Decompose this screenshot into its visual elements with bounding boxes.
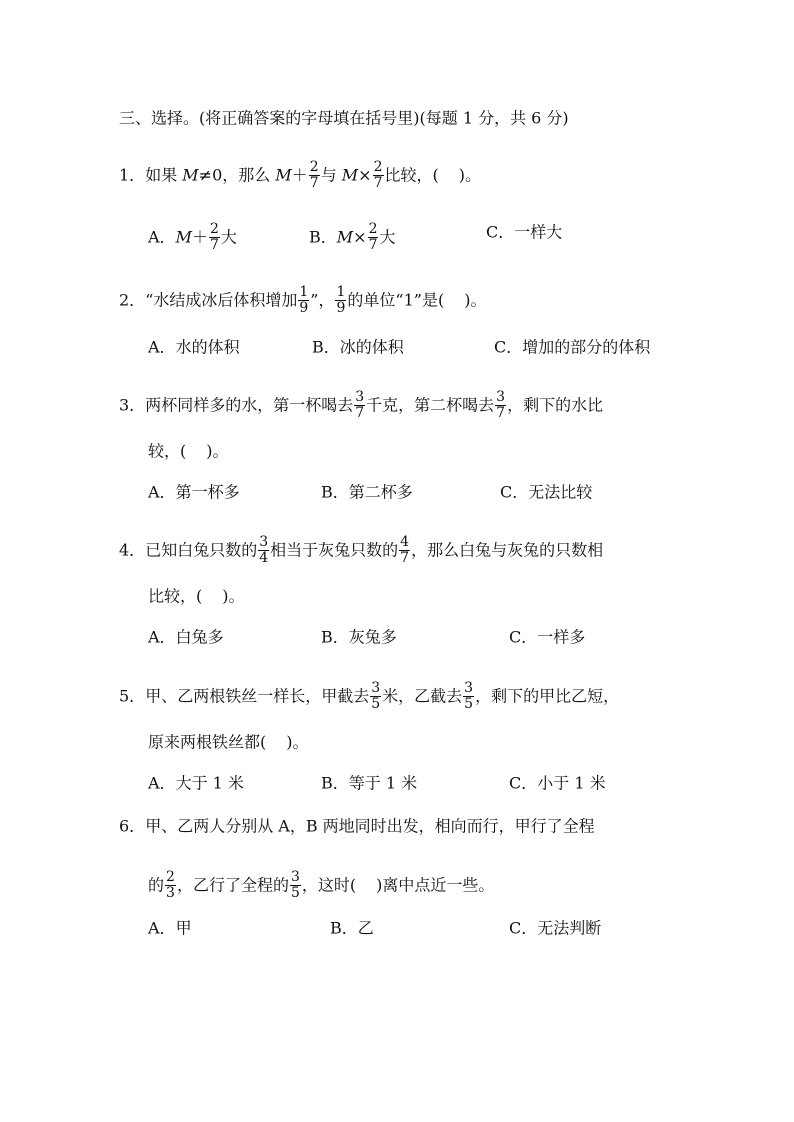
fraction-denominator: 4 <box>259 550 269 566</box>
option-text: 第二杯多 <box>348 482 413 502</box>
fraction-denominator: 5 <box>290 885 300 901</box>
option-letter: A． <box>148 773 176 793</box>
option-letter: B． <box>312 337 340 357</box>
option-letter: A． <box>148 918 176 938</box>
option-fraction <box>368 222 379 253</box>
question-3-line-2 <box>148 441 229 462</box>
option-text: 等于 1 米 <box>348 773 418 793</box>
q6-option-b[interactable] <box>330 918 374 939</box>
q2-fraction <box>335 285 346 316</box>
fraction-denominator: 7 <box>496 405 506 421</box>
option-op: ＋ <box>191 227 208 247</box>
option-letter: B． <box>330 918 358 938</box>
q6-text: ，这时( <box>301 875 357 895</box>
option-text: 一样多 <box>537 627 586 647</box>
option-text: 大 <box>379 227 396 247</box>
option-letter: C． <box>509 627 538 647</box>
option-letter: B． <box>309 227 337 247</box>
option-op: × <box>353 227 367 247</box>
option-text: 无法判断 <box>537 918 602 938</box>
option-letter: A． <box>148 227 176 247</box>
q2-number: 2． <box>119 290 146 310</box>
q5-text: 米，乙截去 <box>382 686 463 706</box>
option-letter: A． <box>148 337 176 357</box>
q3-fraction <box>354 390 365 421</box>
q1-fraction <box>309 160 320 191</box>
q6-fraction <box>165 870 176 901</box>
q6-text: 的 <box>148 875 165 895</box>
q4-option-a[interactable] <box>148 627 224 648</box>
q5-option-b[interactable] <box>321 773 417 794</box>
q4-text: 已知白兔只数的 <box>145 540 258 560</box>
option-text: 水的体积 <box>175 337 240 357</box>
option-text: 甲 <box>175 918 192 938</box>
q5-text: 原来两根铁丝都( <box>148 732 267 752</box>
q1-option-c[interactable] <box>486 222 562 243</box>
q5-option-c[interactable] <box>509 773 606 794</box>
fraction-denominator: 5 <box>464 696 474 712</box>
section-title <box>119 108 569 129</box>
option-letter: A． <box>148 482 176 502</box>
fraction-numerator: 2 <box>373 159 383 175</box>
q2-fraction <box>298 285 309 316</box>
option-text: 灰兔多 <box>348 627 397 647</box>
fraction-denominator: 7 <box>373 175 383 191</box>
option-text: 冰的体积 <box>339 337 404 357</box>
option-letter: C． <box>500 482 529 502</box>
q2-text: )。 <box>464 290 487 310</box>
q3-text: ，剩下的水比 <box>507 395 604 415</box>
q2-option-a[interactable] <box>148 337 240 358</box>
option-letter: B． <box>321 773 349 793</box>
option-text: 一样大 <box>514 222 563 242</box>
q3-option-a[interactable] <box>148 482 240 503</box>
q1-text: 比较，( <box>384 165 439 185</box>
question-4 <box>119 535 603 566</box>
q4-text: )。 <box>222 586 245 606</box>
q4-fraction <box>258 535 269 566</box>
q2-option-c[interactable] <box>494 337 650 358</box>
q5-fraction <box>463 681 474 712</box>
fraction-denominator: 9 <box>336 300 346 316</box>
q2-option-b[interactable] <box>312 337 404 358</box>
option-var: M <box>175 227 192 247</box>
q2-text: 的单位“1”是( <box>347 290 445 310</box>
q6-fraction <box>290 870 301 901</box>
q3-text: )。 <box>206 441 229 461</box>
option-letter: C． <box>509 918 538 938</box>
option-text: 大于 1 米 <box>175 773 244 793</box>
q4-fraction <box>399 535 410 566</box>
fraction-numerator: 3 <box>259 534 269 550</box>
q1-var: M <box>341 165 359 185</box>
fraction-denominator: 7 <box>368 237 378 253</box>
q2-text: “水结成冰后体积增加 <box>145 290 298 310</box>
fraction-numerator: 2 <box>166 869 175 885</box>
q5-text: )。 <box>286 732 309 752</box>
q3-text: 较，( <box>148 441 187 461</box>
q3-fraction <box>495 390 506 421</box>
q5-number: 5． <box>119 686 146 706</box>
question-6-line-2 <box>148 870 494 901</box>
question-2 <box>119 285 486 316</box>
fraction-numerator: 2 <box>309 159 319 175</box>
q4-text: 比较，( <box>148 586 203 606</box>
fraction-numerator: 3 <box>371 680 381 696</box>
fraction-denominator: 5 <box>371 696 381 712</box>
q4-option-c[interactable] <box>509 627 585 648</box>
fraction-numerator: 1 <box>299 284 309 300</box>
q6-option-a[interactable] <box>148 918 192 939</box>
option-letter: B． <box>321 482 349 502</box>
q1-text: )。 <box>458 165 481 185</box>
option-letter: C． <box>494 337 523 357</box>
question-1 <box>119 160 481 191</box>
option-fraction <box>209 222 220 253</box>
q4-option-b[interactable] <box>321 627 397 648</box>
fraction-denominator: 3 <box>166 885 175 901</box>
q1-option-b[interactable] <box>309 222 396 253</box>
q3-text: 千克，第二杯喝去 <box>366 395 495 415</box>
fraction-numerator: 2 <box>209 221 219 237</box>
option-letter: C． <box>509 773 538 793</box>
fraction-numerator: 3 <box>464 680 474 696</box>
q5-text: 甲、乙两根铁丝一样长，甲截去 <box>145 686 370 706</box>
q5-option-a[interactable] <box>148 773 244 794</box>
q5-text: ，剩下的甲比乙短， <box>475 686 620 706</box>
fraction-numerator: 1 <box>336 284 346 300</box>
fraction-numerator: 2 <box>368 221 378 237</box>
q4-text: ，那么白兔与灰兔的只数相 <box>411 540 604 560</box>
q2-text: ”， <box>310 290 335 310</box>
option-letter: C． <box>486 222 515 242</box>
question-6 <box>119 816 595 837</box>
q3-option-b[interactable] <box>321 482 413 503</box>
q1-op: ＋ <box>291 165 308 185</box>
option-text: 大 <box>220 227 237 247</box>
q1-var: M <box>275 165 292 185</box>
fraction-denominator: 7 <box>400 550 410 566</box>
option-text: 白兔多 <box>175 627 224 647</box>
q4-text: 相当于灰兔只数的 <box>270 540 399 560</box>
q1-var: M <box>182 165 199 185</box>
option-letter: B． <box>321 627 349 647</box>
q6-text: 甲、乙两人分别从 A，B 两地同时出发，相向而行，甲行了全程 <box>145 816 595 836</box>
fraction-denominator: 9 <box>299 300 309 316</box>
q1-text: 与 <box>320 165 342 185</box>
q1-op: × <box>358 165 372 185</box>
question-3 <box>119 390 603 421</box>
option-text: 无法比较 <box>528 482 593 502</box>
fraction-denominator: 7 <box>309 175 319 191</box>
q6-option-c[interactable] <box>509 918 601 939</box>
question-5 <box>119 681 619 712</box>
q1-number: 1． <box>119 165 146 185</box>
q6-text: )离中点近一些。 <box>376 875 495 895</box>
q3-option-c[interactable] <box>500 482 592 503</box>
option-text: 增加的部分的体积 <box>522 337 651 357</box>
q1-text: ≠0，那么 <box>198 165 276 185</box>
q1-option-a[interactable] <box>148 222 237 253</box>
q6-text: ，乙行了全程的 <box>176 875 289 895</box>
q5-fraction <box>370 681 381 712</box>
option-letter: A． <box>148 627 176 647</box>
fraction-denominator: 7 <box>209 237 219 253</box>
q3-text: 两杯同样多的水，第一杯喝去 <box>145 395 354 415</box>
question-5-line-2 <box>148 732 309 753</box>
fraction-numerator: 3 <box>290 869 300 885</box>
q6-number: 6． <box>119 816 146 836</box>
fraction-numerator: 3 <box>355 389 365 405</box>
fraction-denominator: 7 <box>355 405 365 421</box>
fraction-numerator: 3 <box>496 389 506 405</box>
option-text: 第一杯多 <box>175 482 240 502</box>
q4-number: 4． <box>119 540 146 560</box>
option-text: 乙 <box>357 918 374 938</box>
option-var: M <box>336 227 354 247</box>
q1-text: 如果 <box>145 165 183 185</box>
question-4-line-2 <box>148 586 245 607</box>
q1-fraction <box>373 160 384 191</box>
q3-number: 3． <box>119 395 146 415</box>
section-title-text: 三、选择。(将正确答案的字母填在括号里)(每题 1 分，共 6 分) <box>119 108 569 128</box>
option-text: 小于 1 米 <box>537 773 606 793</box>
fraction-numerator: 4 <box>400 534 410 550</box>
